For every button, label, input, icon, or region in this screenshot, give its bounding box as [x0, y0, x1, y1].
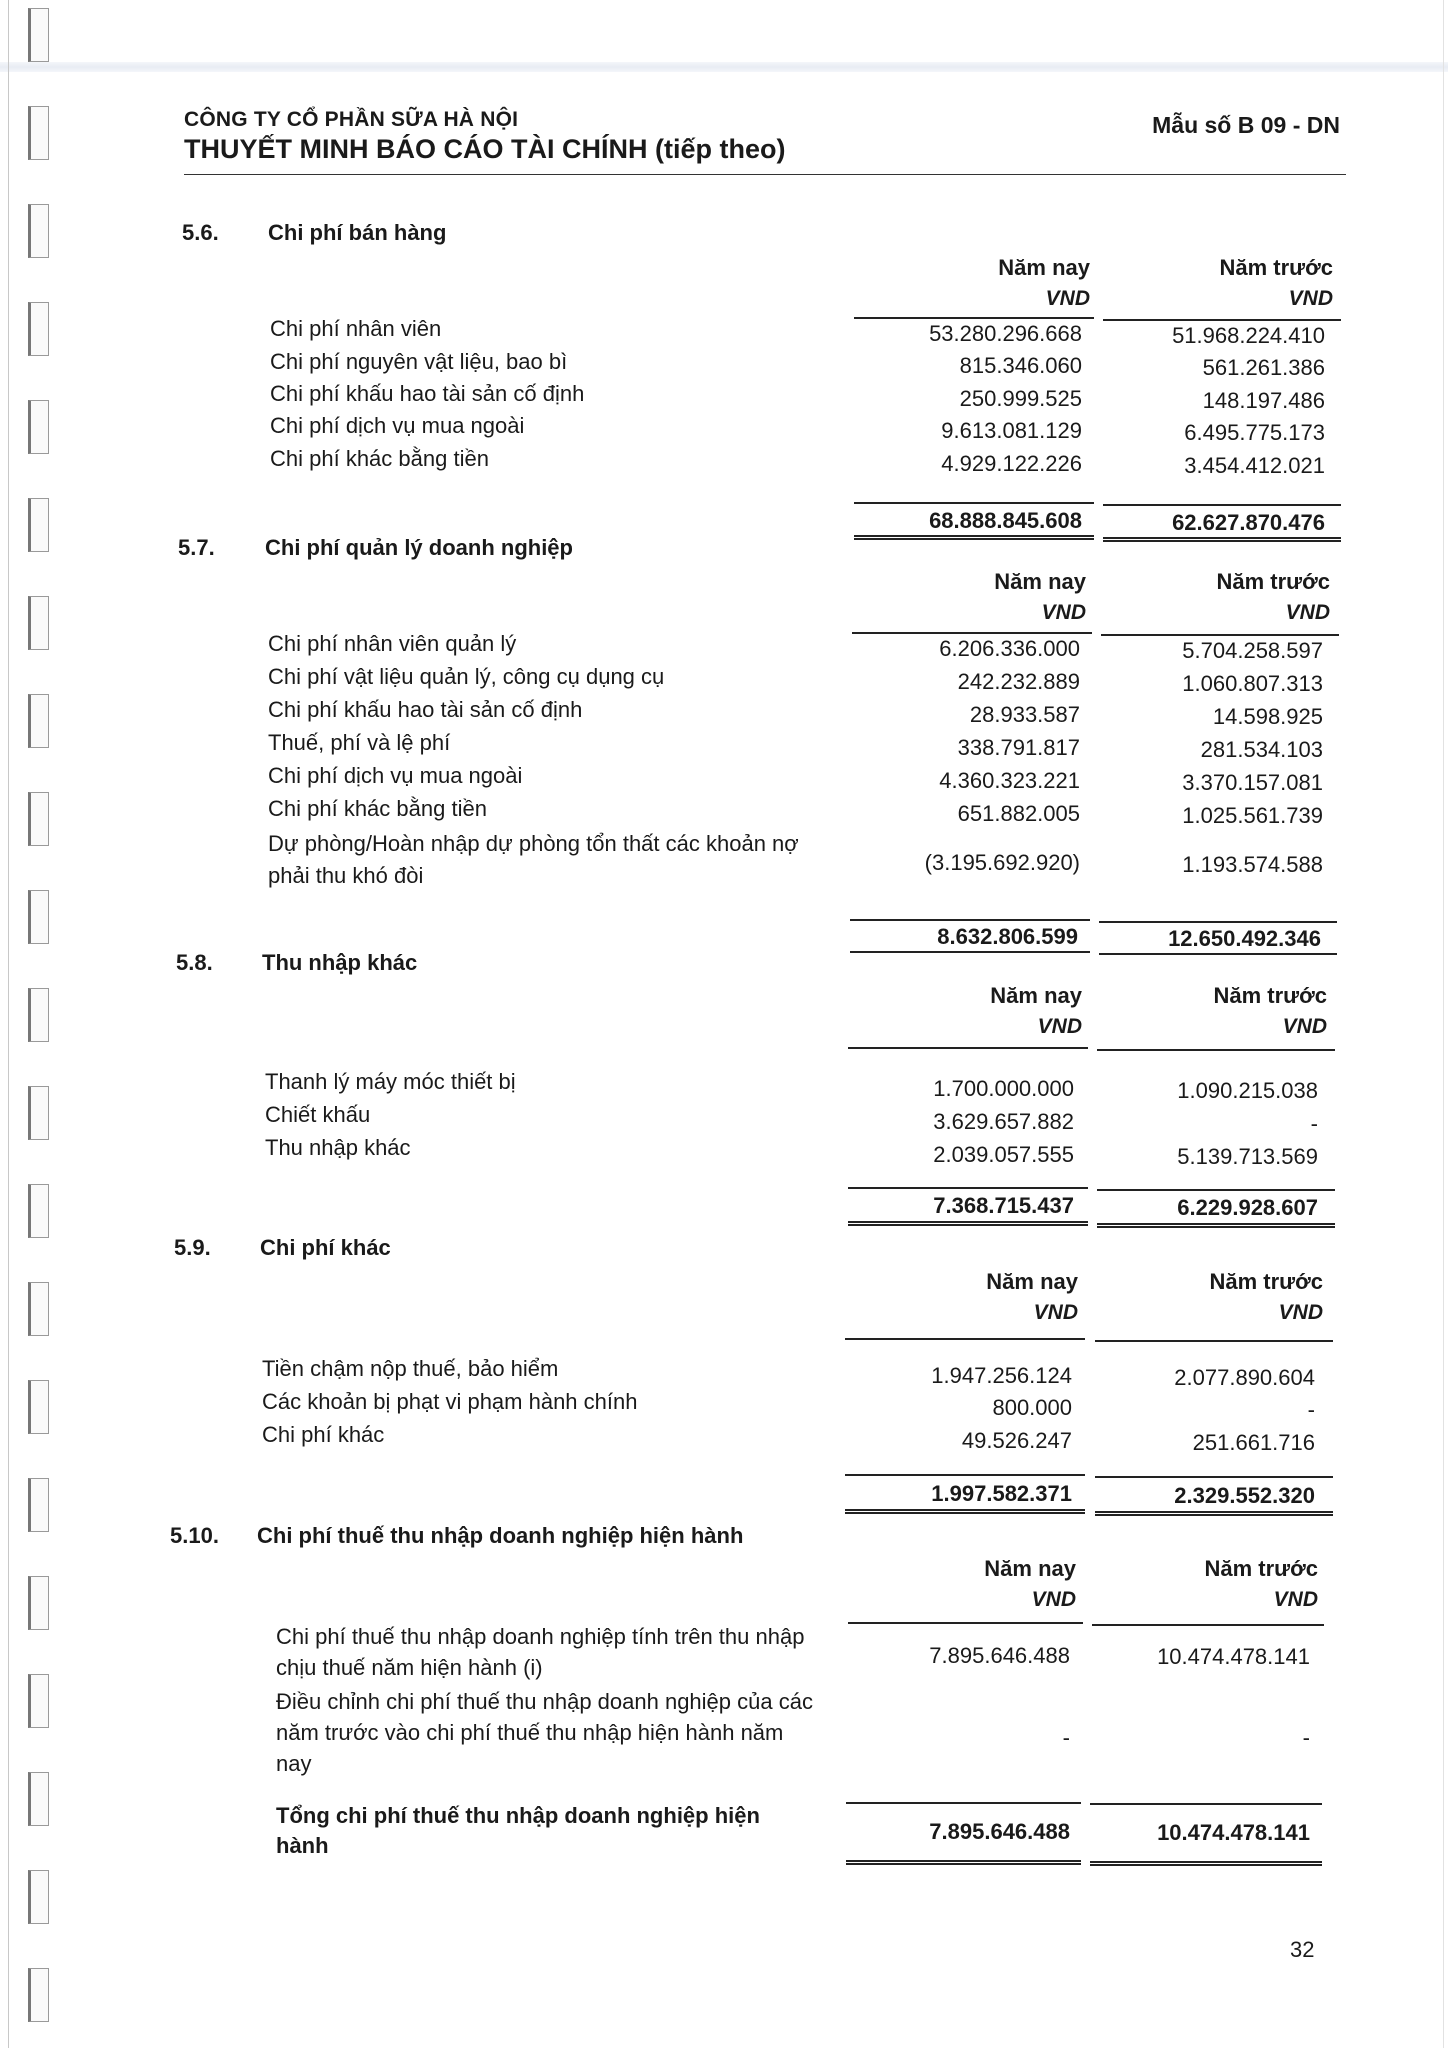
total-rule	[854, 502, 1094, 504]
value-previous: 1.025.561.739	[1182, 803, 1323, 828]
column-header-current: Năm nay VND	[994, 569, 1086, 624]
section-title: Thu nhập khác	[262, 950, 418, 975]
binder-hole-icon	[28, 106, 49, 160]
section-number: 5.8.	[176, 950, 213, 975]
section-number: 5.7.	[178, 535, 215, 560]
section-title: Chi phí thuế thu nhập doanh nghiệp hiện hành	[257, 1523, 744, 1548]
row-label-cont: chịu thuế năm hiện hành (i)	[276, 1655, 543, 1680]
row-label: Chi phí khác	[262, 1422, 385, 1447]
row-label: Chi phí nhân viên quản lý	[268, 631, 517, 656]
value-previous: -	[1302, 1725, 1310, 1750]
total-double-rule	[1090, 1861, 1322, 1866]
total-double-rule	[846, 1860, 1081, 1865]
total-bottom-rule	[1099, 953, 1337, 955]
value-current: 7.895.646.488	[929, 1643, 1070, 1668]
document-title: THUYẾT MINH BÁO CÁO TÀI CHÍNH (tiếp theo)	[184, 134, 786, 164]
total-current: 68.888.845.608	[929, 508, 1082, 533]
binder-hole-icon	[28, 1674, 49, 1728]
total-current: 7.895.646.488	[929, 1819, 1070, 1844]
value-current: 1.947.256.124	[931, 1363, 1072, 1388]
total-rule	[1095, 1476, 1333, 1478]
binder-hole-icon	[28, 498, 49, 552]
total-double-rule	[1103, 537, 1341, 542]
value-previous: 251.661.716	[1192, 1430, 1315, 1455]
column-header-previous: Năm trước VND	[1204, 1556, 1318, 1611]
header-underline	[845, 1338, 1085, 1340]
value-current: 4.360.323.221	[939, 768, 1080, 793]
binder-hole-icon	[28, 1478, 49, 1532]
row-label: Chi phí thuế thu nhập doanh nghiệp tính trên thu nhập	[276, 1624, 805, 1649]
row-label: Điều chỉnh chi phí thuế thu nhập doanh nghiệp của các	[276, 1689, 813, 1714]
column-header-previous: Năm trước VND	[1216, 569, 1330, 624]
value-current: 9.613.081.129	[941, 418, 1082, 443]
binder-hole-icon	[28, 1282, 49, 1336]
page-number: 32	[1290, 1937, 1315, 1962]
value-previous: -	[1307, 1397, 1315, 1422]
binder-hole-icon	[28, 1576, 49, 1630]
row-label: Dự phòng/Hoàn nhập dự phòng tổn thất các khoản nợ	[268, 831, 799, 856]
total-rule	[1097, 1189, 1335, 1191]
binder-hole-icon	[28, 1772, 49, 1826]
column-header-current: Năm nay VND	[986, 1269, 1078, 1324]
row-label: Thanh lý máy móc thiết bị	[265, 1069, 516, 1094]
section-number: 5.9.	[174, 1235, 211, 1260]
total-current: 8.632.806.599	[937, 924, 1078, 949]
value-previous: 1.060.807.313	[1182, 671, 1323, 696]
row-label: Chi phí nguyên vật liệu, bao bì	[270, 349, 568, 374]
column-header-current: Năm nay VND	[990, 983, 1082, 1038]
value-current: 242.232.889	[957, 669, 1080, 694]
value-previous: 51.968.224.410	[1172, 323, 1325, 348]
binder-edge	[8, 0, 9, 2048]
header-underline	[848, 1622, 1083, 1624]
company-name: CÔNG TY CỔ PHẦN SỮA HÀ NỘI	[184, 108, 519, 131]
column-header-previous: Năm trước VND	[1213, 983, 1327, 1038]
value-current: 800.000	[992, 1395, 1072, 1420]
value-current: 28.933.587	[969, 702, 1080, 727]
page-edge	[1443, 0, 1444, 2048]
value-current: 1.700.000.000	[933, 1076, 1074, 1101]
column-header-current: Năm nay VND	[984, 1556, 1076, 1611]
section-title: Chi phí khác	[260, 1235, 391, 1260]
total-double-rule	[845, 1509, 1085, 1514]
value-current: 4.929.122.226	[941, 451, 1082, 476]
binder-hole-icon	[28, 1870, 49, 1924]
value-current: 651.882.005	[957, 801, 1080, 826]
total-previous: 10.474.478.141	[1157, 1820, 1310, 1845]
row-label: Chiết khấu	[265, 1102, 371, 1127]
section-number: 5.6.	[182, 220, 219, 245]
total-double-rule	[1097, 1223, 1335, 1228]
value-previous: 3.454.412.021	[1184, 453, 1325, 478]
row-label: Thuế, phí và lệ phí	[268, 730, 451, 755]
value-current: 49.526.247	[961, 1428, 1072, 1453]
total-current: 1.997.582.371	[931, 1481, 1072, 1506]
total-current: 7.368.715.437	[933, 1193, 1074, 1218]
row-label: Các khoản bị phạt vi phạm hành chính	[262, 1389, 638, 1414]
row-label: Chi phí dịch vụ mua ngoài	[268, 763, 523, 788]
binder-hole-icon	[28, 1968, 49, 2022]
binder-hole-icon	[28, 302, 49, 356]
value-previous: 10.474.478.141	[1157, 1644, 1310, 1669]
row-label: Chi phí khấu hao tài sản cố định	[270, 381, 585, 406]
row-label: Chi phí khấu hao tài sản cố định	[268, 697, 583, 722]
total-previous: 12.650.492.346	[1168, 926, 1321, 951]
value-current: 250.999.525	[959, 386, 1082, 411]
column-header-previous: Năm trước VND	[1209, 1269, 1323, 1324]
total-label: Tổng chi phí thuế thu nhập doanh nghiệp hiện	[276, 1803, 760, 1828]
header-underline	[848, 1047, 1088, 1049]
scan-band	[0, 62, 1448, 72]
binder-hole-icon	[28, 1380, 49, 1434]
total-rule	[1090, 1803, 1322, 1805]
binder-hole-icon	[28, 8, 49, 62]
total-previous: 6.229.928.607	[1177, 1195, 1318, 1220]
column-header-current: Năm nay VND	[998, 255, 1090, 310]
row-label-cont: phải thu khó đòi	[268, 863, 424, 888]
value-current: (3.195.692.920)	[924, 850, 1080, 875]
total-previous: 2.329.552.320	[1174, 1483, 1315, 1508]
value-previous: 6.495.775.173	[1184, 420, 1325, 445]
header-rule	[184, 174, 1346, 175]
value-previous: 1.193.574.588	[1182, 852, 1323, 877]
binder-hole-icon	[28, 1086, 49, 1140]
value-current: 338.791.817	[957, 735, 1080, 760]
row-label: Chi phí dịch vụ mua ngoài	[270, 413, 525, 438]
total-rule	[848, 1187, 1088, 1189]
value-previous: 5.704.258.597	[1182, 638, 1323, 663]
total-double-rule	[1095, 1511, 1333, 1516]
total-rule	[1103, 504, 1341, 506]
section-number: 5.10.	[170, 1523, 219, 1548]
value-current: -	[1062, 1725, 1070, 1750]
red-stamp-mark-icon	[1432, 985, 1440, 1215]
total-bottom-rule	[850, 951, 1090, 953]
row-label-cont: năm trước vào chi phí thuế thu nhập hiện hành năm	[276, 1720, 784, 1745]
binder-hole-icon	[28, 1184, 49, 1238]
value-previous: 281.534.103	[1200, 737, 1323, 762]
value-previous: 1.090.215.038	[1177, 1078, 1318, 1103]
value-previous: 561.261.386	[1202, 355, 1325, 380]
value-current: 53.280.296.668	[929, 321, 1082, 346]
value-current: 815.346.060	[959, 353, 1082, 378]
row-label: Chi phí khác bằng tiền	[270, 446, 489, 471]
binder-hole-icon	[28, 890, 49, 944]
binder-hole-icon	[28, 988, 49, 1042]
total-previous: 62.627.870.476	[1172, 510, 1325, 535]
value-previous: 2.077.890.604	[1174, 1365, 1315, 1390]
column-header-previous: Năm trước VND	[1219, 255, 1333, 310]
value-previous: -	[1310, 1111, 1318, 1136]
header-underline	[1097, 1049, 1335, 1051]
row-label-cont: nay	[276, 1751, 312, 1776]
value-previous: 5.139.713.569	[1177, 1144, 1318, 1169]
value-current: 2.039.057.555	[933, 1142, 1074, 1167]
value-previous: 148.197.486	[1202, 388, 1325, 413]
row-label: Tiền chậm nộp thuế, bảo hiểm	[262, 1356, 559, 1381]
header-underline	[1092, 1624, 1324, 1626]
binder-hole-icon	[28, 204, 49, 258]
header-underline	[1095, 1340, 1333, 1342]
section-title: Chi phí quản lý doanh nghiệp	[265, 535, 573, 560]
value-previous: 3.370.157.081	[1182, 770, 1323, 795]
row-label: Chi phí khác bằng tiền	[268, 796, 487, 821]
total-label-cont: hành	[276, 1833, 329, 1858]
total-rule	[845, 1474, 1085, 1476]
row-label: Thu nhập khác	[265, 1135, 411, 1160]
row-label: Chi phí nhân viên	[270, 316, 442, 341]
section-title: Chi phí bán hàng	[268, 220, 447, 245]
form-number: Mẫu số B 09 - DN	[1152, 112, 1340, 138]
value-current: 6.206.336.000	[939, 636, 1080, 661]
value-current: 3.629.657.882	[933, 1109, 1074, 1134]
page-header	[184, 108, 1346, 165]
total-double-rule	[848, 1221, 1088, 1226]
binder-hole-icon	[28, 400, 49, 454]
row-label: Chi phí vật liệu quản lý, công cụ dụng cụ	[268, 664, 665, 689]
binder-hole-icon	[28, 792, 49, 846]
binder-hole-icon	[28, 596, 49, 650]
total-rule	[846, 1802, 1081, 1804]
value-previous: 14.598.925	[1212, 704, 1323, 729]
total-double-rule	[854, 535, 1094, 540]
binder-hole-icon	[28, 694, 49, 748]
